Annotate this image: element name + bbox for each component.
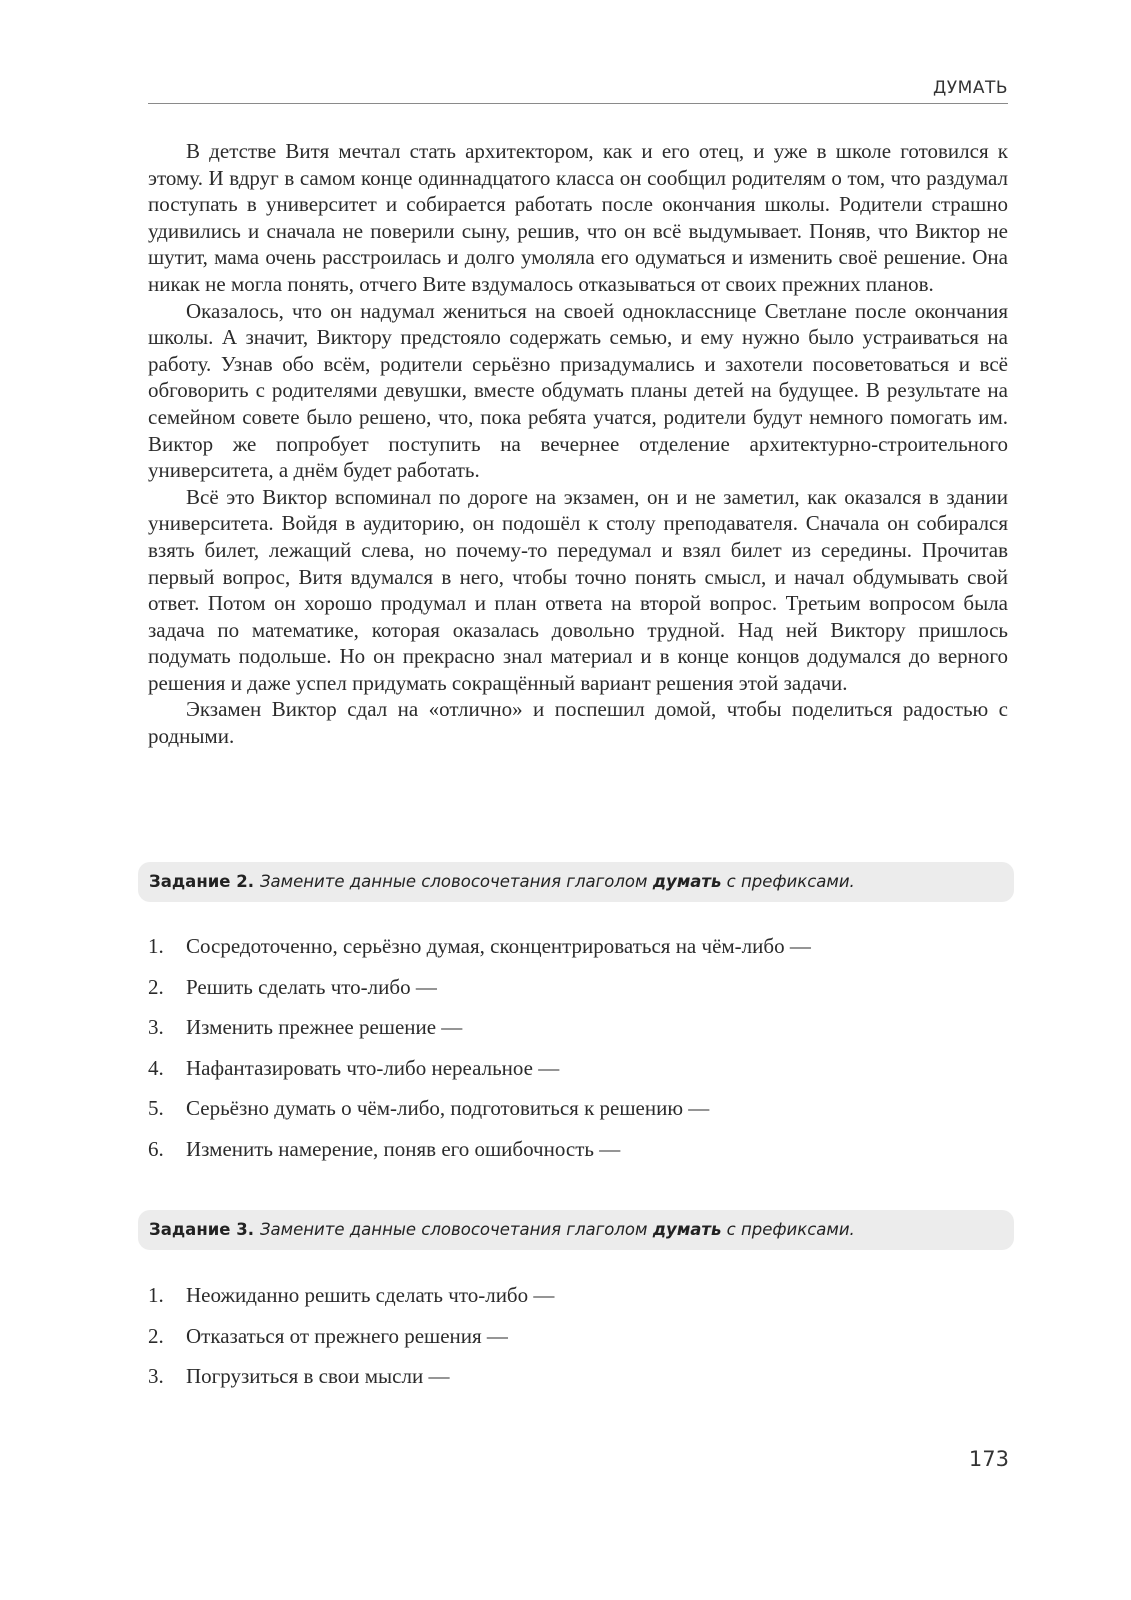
paragraph: В детстве Витя мечтал стать архитектором, как и его отец, и уже в школе готовился к этому. И вдруг в самом конце одиннадцатого класса он сообщил родителям о том, что раздумал поступать в университет и собирается работать после окончания школы. Родители страшно удивились и сначала не поверили сыну, решив, что он всё выдумывает. Поняв, что Виктор не шутит, мама очень расстроилась и долго умоляла его одуматься и изменить своё решение. Она никак не могла понять, отчего Вите вздумалось отказываться от своих прежних планов.: [148, 139, 1008, 296]
task-2-list: [148, 933, 1008, 1176]
paragraph: Экзамен Виктор сдал на «отлично» и поспешил домой, чтобы поделиться радостью с родными.: [148, 697, 1008, 749]
list-item: [148, 1136, 1008, 1177]
item-number: 3.: [148, 1364, 164, 1388]
header-rule: [148, 103, 1008, 104]
list-item: [148, 974, 1008, 1015]
item-text: Решить сделать что-либо —: [186, 974, 437, 999]
paragraph: Всё это Виктор вспоминал по дороге на экзамен, он и не заметил, как оказался в здании университета. Войдя в аудиторию, он подошёл к столу преподавателя. Сначала он собирался взять билет, лежащий слева, но почему-то передумал и взял билет из середины. Прочитав первый вопрос, Витя вдумался в него, чтобы точно понять смысл, и начал обдумывать свой ответ. Потом он хорошо продумал и план ответа на второй вопрос. Третьим вопросом была задача по математике, которая оказалась довольно трудной. Над ней Виктору пришлось подумать подольше. Но он прекрасно знал материал и в конце концов додумался до верного решения и даже успел придумать сокращённый вариант решения этой задачи.: [148, 484, 1008, 695]
task-3-instruction-start: Замените данные словосочетания глаголом: [259, 1220, 653, 1239]
list-item: [148, 1282, 1008, 1323]
page-number: 173: [968, 1447, 1009, 1471]
running-head: ДУМАТЬ: [933, 78, 1008, 98]
task-3-list: [148, 1282, 1008, 1404]
paragraph: Оказалось, что он надумал жениться на своей однокласснице Светлане после окончания школы. А значит, Виктору предстояло содержать семью, и ему нужно было устраиваться на работу. Узнав обо всём, родители серьёзно призадумались и захотели посоветоваться и всё обговорить с родителями девушки, вместе обдумать планы детей на будущее. В результате на семейном совете было решено, что, пока ребята учатся, родители будут немного помогать им. Виктор же попробует поступить на вечернее отделение архитектурно-строительного университета, а днём будет работать.: [148, 298, 1008, 483]
task-3-verb: думать: [652, 1220, 722, 1239]
list-item: [148, 1323, 1008, 1364]
item-text: Изменить прежнее решение —: [186, 1015, 463, 1039]
task-2-header: [138, 862, 1014, 902]
item-number: 1.: [148, 934, 164, 958]
task-3-header: [138, 1210, 1014, 1250]
item-text: Неожиданно решить сделать что-либо —: [186, 1283, 555, 1307]
list-item: [148, 1014, 1008, 1055]
item-text: Отказаться от прежнего решения —: [186, 1323, 508, 1348]
item-number: 2.: [148, 1323, 164, 1348]
task-2-instruction: [260, 872, 855, 891]
item-text: Изменить намерение, поняв его ошибочность —: [186, 1136, 621, 1161]
item-text: Серьёзно думать о чём-либо, подготовиться к решению —: [186, 1096, 710, 1120]
item-text: Сосредоточенно, серьёзно думая, сконцентрироваться на чём-либо —: [186, 934, 811, 958]
item-text: Нафантазировать что-либо нереальное —: [186, 1055, 560, 1080]
item-number: 6.: [148, 1136, 164, 1161]
item-text: Погрузиться в свои мысли —: [186, 1364, 450, 1388]
list-item: [148, 1095, 1008, 1136]
task-2-verb: думать: [652, 872, 722, 891]
item-number: 5.: [148, 1096, 164, 1120]
task-3-instruction: [260, 1220, 855, 1239]
task-3-instruction-end: с префиксами.: [721, 1220, 855, 1239]
list-item: [148, 1055, 1008, 1096]
list-item: [148, 1363, 1008, 1404]
task-3-label: Задание 3.: [149, 1220, 254, 1239]
item-number: 4.: [148, 1055, 164, 1080]
item-number: 1.: [148, 1283, 164, 1307]
task-2-label: Задание 2.: [149, 872, 254, 891]
task-2-instruction-end: с префиксами.: [721, 872, 855, 891]
task-2-instruction-start: Замените данные словосочетания глаголом: [259, 872, 653, 891]
item-number: 2.: [148, 974, 164, 999]
item-number: 3.: [148, 1015, 164, 1039]
story-text: [148, 138, 1008, 750]
list-item: [148, 933, 1008, 974]
